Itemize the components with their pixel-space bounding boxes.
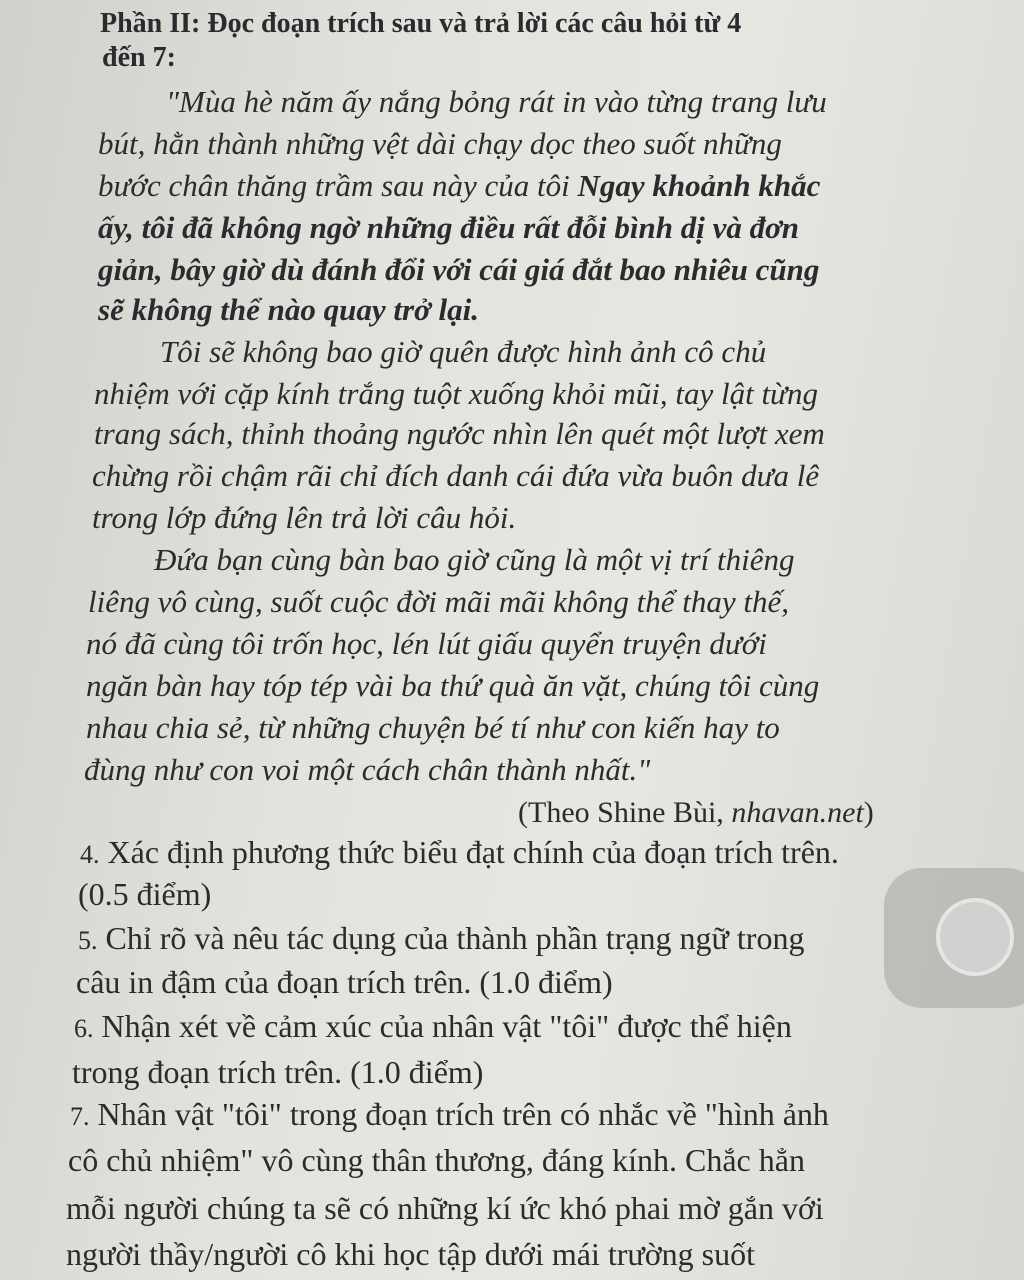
passage-line: Đứa bạn cùng bàn bao giờ cũng là một vị trí thiêng bbox=[154, 542, 795, 577]
passage-line: trong lớp đứng lên trả lời câu hỏi. bbox=[92, 500, 517, 535]
source-close: ) bbox=[863, 796, 874, 829]
question-line: mỗi người chúng ta sẽ có những kí ức khó phai mờ gắn với bbox=[66, 1190, 824, 1226]
question-text: Xác định phương thức biểu đạt chính của đoạn trích trên. bbox=[107, 834, 839, 870]
passage-line: "Mùa hè năm ấy nắng bỏng rát in vào từng trang lưu bbox=[166, 84, 827, 119]
question-line: người thầy/người cô khi học tập dưới mái trường suốt bbox=[66, 1236, 755, 1272]
question-text: Nhận xét về cảm xúc của nhân vật "tôi" được thể hiện bbox=[101, 1008, 792, 1044]
question-6 bbox=[74, 1010, 792, 1042]
question-line: trong đoạn trích trên. (1.0 điểm) bbox=[72, 1054, 484, 1090]
question-text: Chỉ rõ và nêu tác dụng của thành phần trạng ngữ trong bbox=[105, 920, 805, 956]
section-heading-continued: đến 7: bbox=[102, 42, 176, 73]
question-line: cô chủ nhiệm" vô cùng thân thương, đáng kính. Chắc hẳn bbox=[68, 1142, 805, 1178]
passage-line: liêng vô cùng, suốt cuộc đời mãi mãi không thể thay thế, bbox=[88, 584, 789, 619]
passage-line: Tôi sẽ không bao giờ quên được hình ảnh cô chủ bbox=[160, 334, 767, 369]
question-4 bbox=[80, 836, 839, 868]
passage-line: trang sách, thỉnh thoảng ngước nhìn lên quét một lượt xem bbox=[94, 416, 825, 451]
source-author: (Theo Shine Bùi, bbox=[518, 796, 732, 829]
question-number: 7. bbox=[70, 1102, 90, 1131]
question-line: (0.5 điểm) bbox=[78, 876, 212, 912]
source-site: nhavan.net bbox=[731, 796, 864, 829]
question-line: câu in đậm của đoạn trích trên. (1.0 điểm) bbox=[76, 964, 613, 1000]
passage-line: đùng như con voi một cách chân thành nhất." bbox=[84, 752, 651, 787]
question-5 bbox=[78, 922, 804, 954]
bold-sentence-line: giản, bây giờ dù đánh đổi với cái giá đắt bao nhiêu cũng bbox=[98, 252, 820, 287]
question-number: 4. bbox=[80, 840, 100, 869]
assistive-touch-button[interactable] bbox=[884, 868, 1024, 1008]
question-text: Nhân vật "tôi" trong đoạn trích trên có nhắc về "hình ảnh bbox=[97, 1096, 829, 1132]
source-citation bbox=[518, 798, 874, 828]
passage-line: chừng rồi chậm rãi chỉ đích danh cái đứa vừa buôn dưa lê bbox=[92, 458, 820, 493]
section-heading: Phần II: Đọc đoạn trích sau và trả lời các câu hỏi từ 4 bbox=[100, 8, 742, 39]
bold-sentence-line: ấy, tôi đã không ngờ những điều rất đỗi bình dị và đơn bbox=[98, 210, 799, 245]
passage-text: bước chân thăng trầm sau này của tôi bbox=[98, 168, 578, 203]
passage-line: ngăn bàn hay tóp tép vài ba thứ quà ăn vặt, chúng tôi cùng bbox=[86, 668, 820, 703]
question-number: 6. bbox=[74, 1014, 94, 1043]
passage-line: nhiệm với cặp kính trắng tuột xuống khỏi mũi, tay lật từng bbox=[94, 376, 818, 411]
passage-line: bút, hằn thành những vệt dài chạy dọc theo suốt những bbox=[98, 126, 782, 161]
assistive-touch-icon bbox=[936, 898, 1014, 976]
passage-line: nó đã cùng tôi trốn học, lén lút giấu quyển truyện dưới bbox=[86, 626, 767, 661]
question-number: 5. bbox=[78, 926, 98, 955]
question-7 bbox=[70, 1098, 829, 1130]
bold-sentence-line: sẽ không thể nào quay trở lại. bbox=[98, 292, 479, 327]
passage-line bbox=[98, 170, 820, 201]
passage-line: nhau chia sẻ, từ những chuyện bé tí như con kiến hay to bbox=[86, 710, 780, 745]
bold-sentence-start: Ngay khoảnh khắc bbox=[577, 168, 821, 203]
